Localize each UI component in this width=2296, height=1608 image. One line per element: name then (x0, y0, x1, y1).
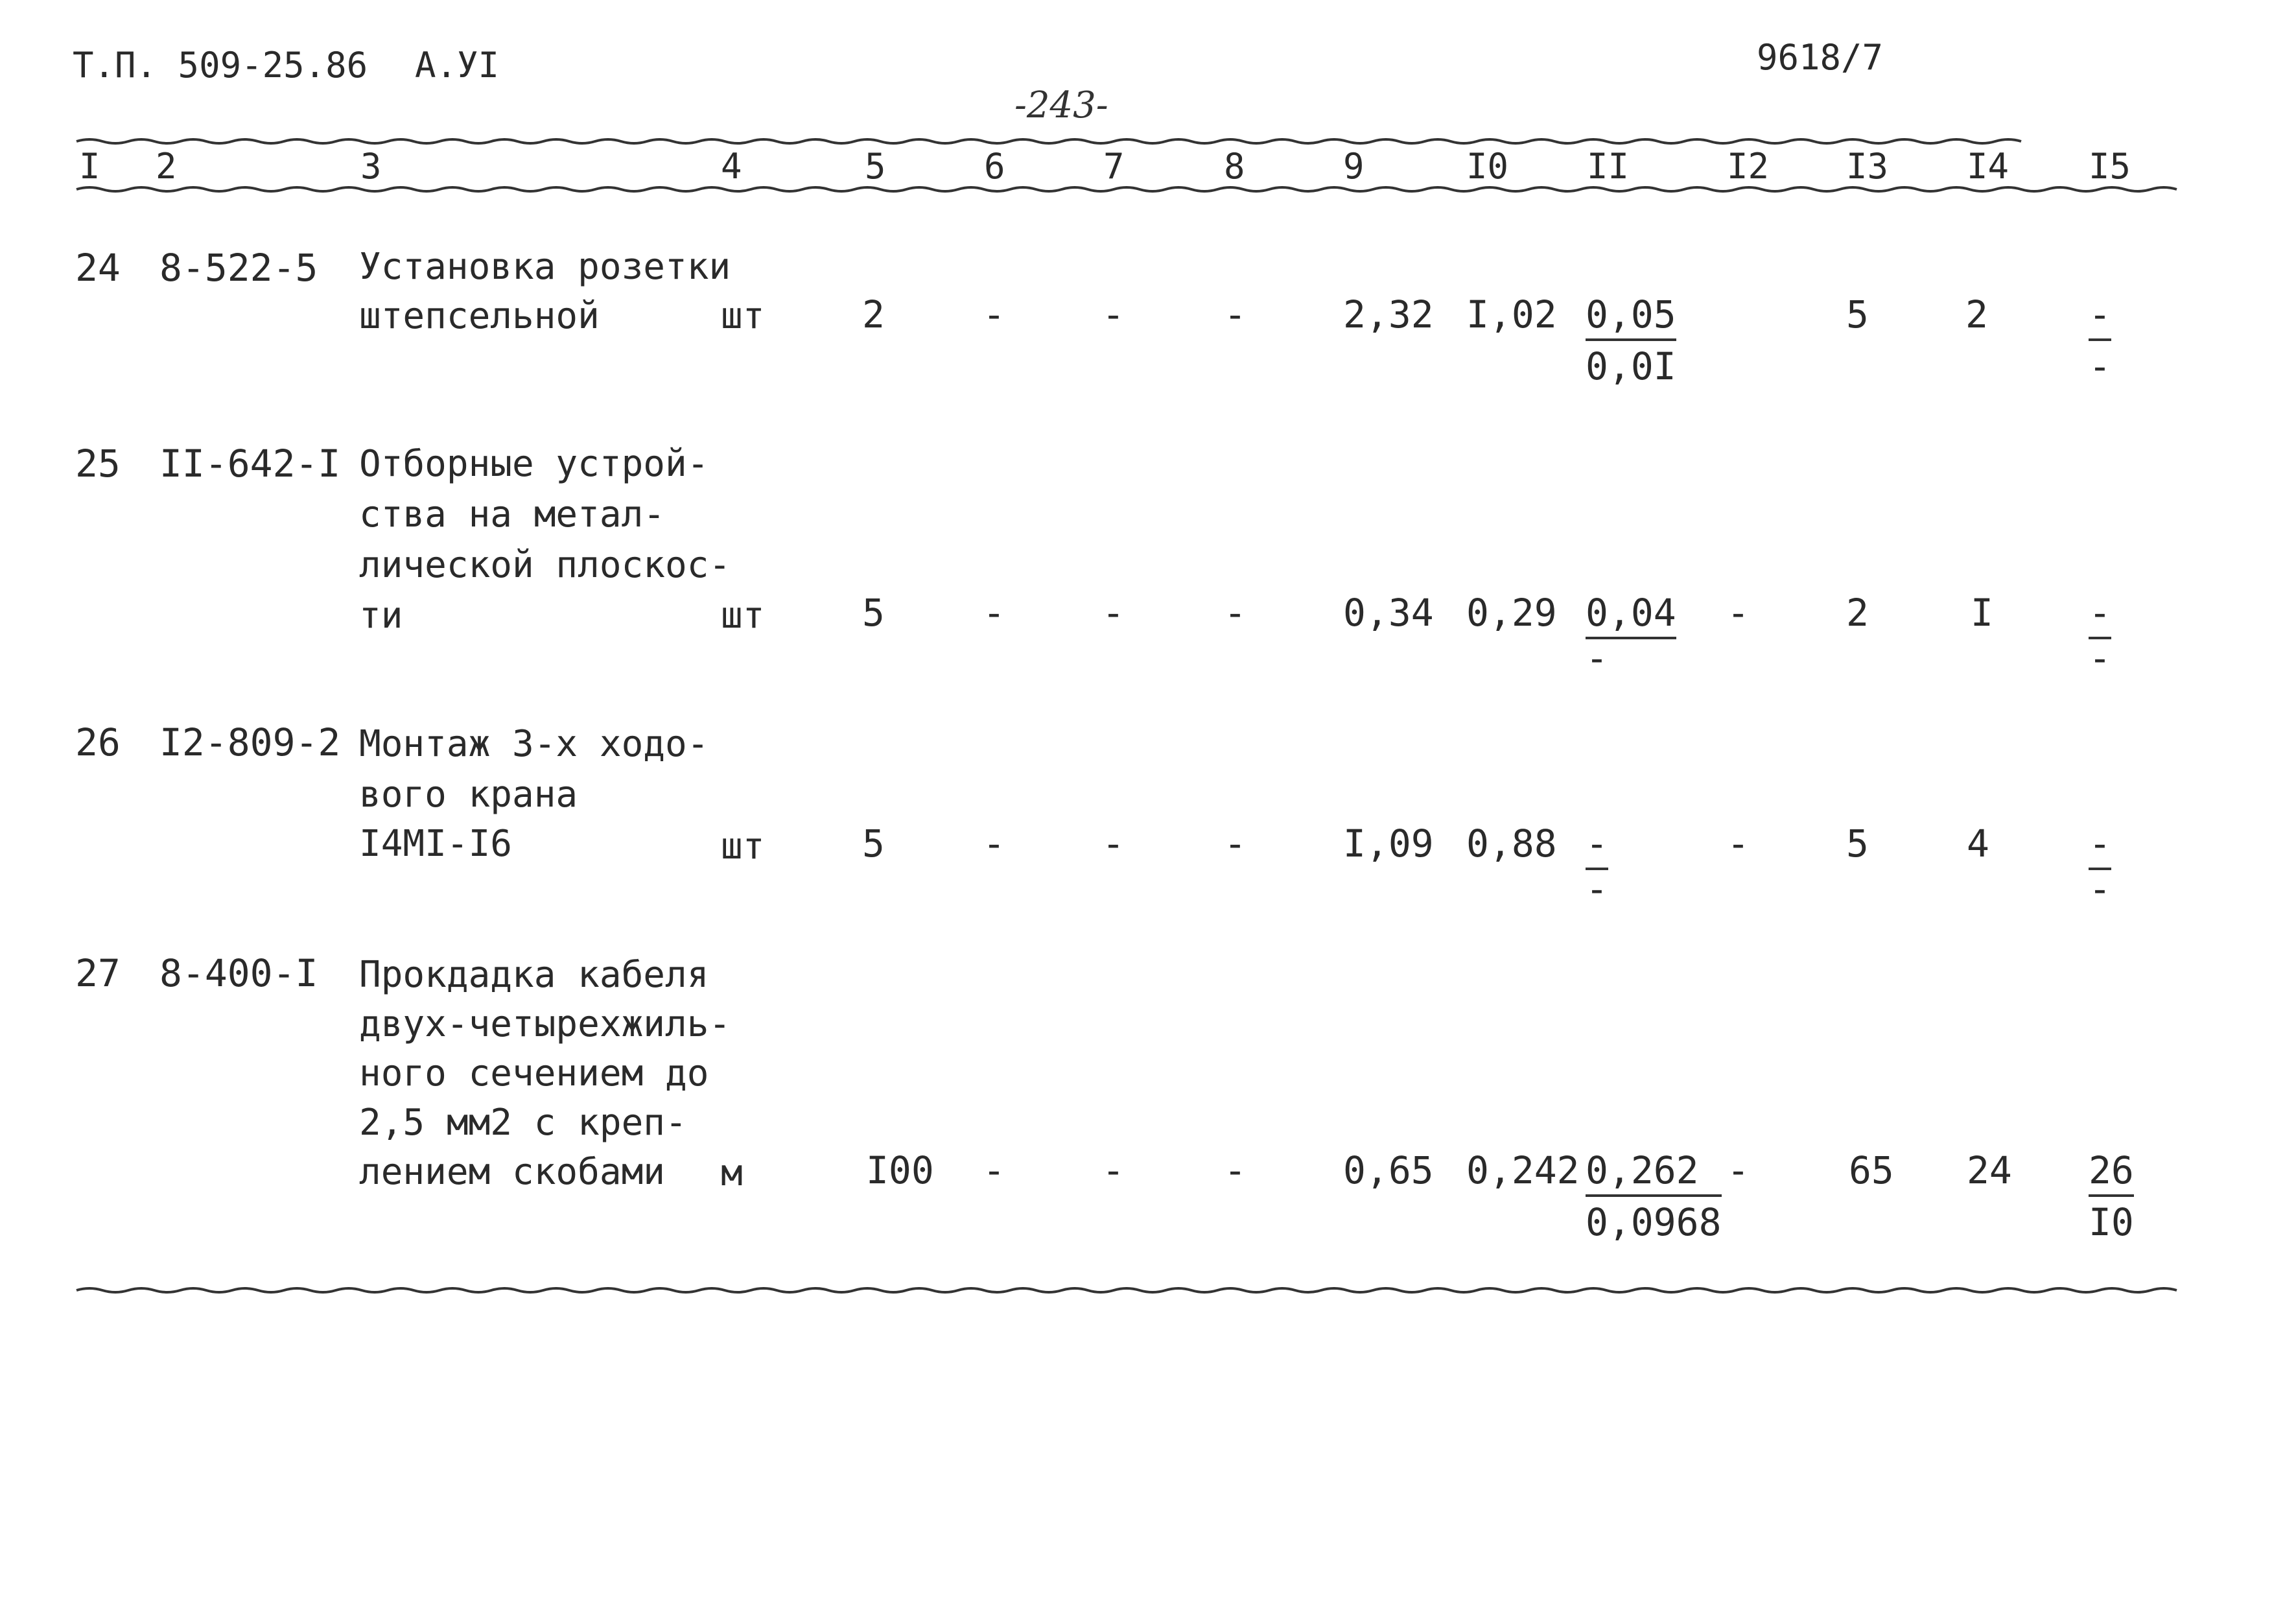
album-label: А.УI (415, 45, 500, 86)
work-name-line: Установка розетки (359, 246, 731, 288)
unit: шт (721, 825, 765, 868)
work-name-line: вого крана (359, 774, 578, 816)
col13-value: 5 (1846, 292, 1869, 337)
col15-top: 26 (2089, 1152, 2134, 1197)
col9-value: 0,65 (1343, 1148, 1434, 1192)
col7-value: - (1102, 822, 1125, 866)
col15-fraction (2089, 822, 2111, 911)
quantity: 5 (862, 822, 885, 866)
column-header: 5 (865, 146, 886, 187)
col15-top: - (2089, 594, 2111, 639)
col11-fraction (1586, 1148, 1722, 1244)
col9-value: I,09 (1343, 822, 1434, 866)
unit: шт (721, 595, 765, 637)
col15-bottom: - (2089, 344, 2111, 388)
work-name-line: двух-четырехжиль- (359, 1003, 731, 1045)
col13-value: 5 (1846, 822, 1869, 866)
col14-value: 4 (1967, 822, 1989, 866)
col10-value: 0,29 (1466, 591, 1557, 635)
col11-top: 0,262 (1586, 1152, 1722, 1197)
norm-code: 8-400-I (159, 951, 318, 995)
col8-value: - (1224, 822, 1247, 866)
quantity: I00 (866, 1148, 934, 1192)
row-number: 25 (75, 442, 121, 486)
column-header: 8 (1224, 146, 1245, 187)
col11-fraction (1586, 591, 1676, 680)
col11-top: 0,04 (1586, 594, 1676, 639)
col12-value: - (1727, 591, 1750, 635)
col12-value: - (1727, 822, 1750, 866)
col13-value: 2 (1846, 591, 1869, 635)
column-header: 4 (721, 146, 742, 187)
quantity: 2 (862, 292, 885, 337)
column-header: 6 (984, 146, 1005, 187)
row-number: 27 (75, 951, 121, 995)
col12-value: - (1727, 1148, 1750, 1192)
row-number: 24 (75, 246, 121, 290)
unit: м (721, 1152, 743, 1194)
col6-value: - (983, 292, 1005, 337)
col11-bottom: - (1586, 867, 1608, 911)
col8-value: - (1224, 591, 1247, 635)
col11-fraction (1586, 822, 1608, 911)
col7-value: - (1102, 292, 1125, 337)
header-top-rule (76, 139, 2021, 143)
column-header: 3 (360, 146, 382, 187)
column-header: I3 (1846, 146, 1889, 187)
col13-value: 65 (1849, 1148, 1894, 1192)
document-code: Т.П. 509-25.86 (73, 45, 368, 86)
col11-bottom: - (1586, 636, 1608, 680)
col6-value: - (983, 822, 1005, 866)
sheet-number: 9618/7 (1757, 37, 1884, 78)
work-name-line: I4MI-I6 (359, 823, 513, 865)
col11-fraction (1586, 292, 1676, 388)
column-header: I2 (1727, 146, 1770, 187)
col15-fraction (2089, 591, 2111, 680)
col6-value: - (983, 591, 1005, 635)
work-name-line: 2,5 мм2 с креп- (359, 1102, 687, 1144)
row-number: 26 (75, 720, 121, 764)
col11-bottom: 0,0I (1586, 344, 1676, 388)
work-name-line: Прокдадка кабеля (359, 954, 709, 996)
column-header: 2 (156, 146, 177, 187)
column-header: 7 (1103, 146, 1125, 187)
page-number: -243- (1014, 84, 1108, 126)
work-name-line: Отборные устрой- (359, 443, 709, 485)
col10-value: I,02 (1466, 292, 1557, 337)
work-name-line: штепсельной (359, 295, 600, 337)
col8-value: - (1224, 1148, 1247, 1192)
col10-value: 0,242 (1466, 1148, 1580, 1192)
col14-value: I (1971, 591, 1993, 635)
norm-code: II-642-I (159, 442, 341, 486)
col9-value: 2,32 (1343, 292, 1434, 337)
col15-top: - (2089, 296, 2111, 341)
column-header: I (79, 146, 100, 187)
col7-value: - (1102, 1148, 1125, 1192)
column-header: 9 (1343, 146, 1365, 187)
col9-value: 0,34 (1343, 591, 1434, 635)
col14-value: 24 (1967, 1148, 2012, 1192)
col15-fraction (2089, 292, 2111, 388)
norm-code: 8-522-5 (159, 246, 318, 290)
quantity: 5 (862, 591, 885, 635)
col8-value: - (1224, 292, 1247, 337)
col14-value: 2 (1965, 292, 1988, 337)
work-name-line: лической плоскос- (359, 544, 731, 586)
col15-fraction (2089, 1148, 2134, 1244)
col11-bottom: 0,0968 (1586, 1200, 1722, 1244)
column-header: I5 (2089, 146, 2131, 187)
work-name-line: ти (359, 595, 403, 637)
unit: шт (721, 295, 765, 337)
col7-value: - (1102, 591, 1125, 635)
col6-value: - (983, 1148, 1005, 1192)
col15-bottom: - (2089, 636, 2111, 680)
col15-top: - (2089, 825, 2111, 870)
col11-top: - (1586, 825, 1608, 870)
header-bottom-rule (76, 187, 2177, 191)
col15-bottom: I0 (2089, 1200, 2134, 1244)
col10-value: 0,88 (1466, 822, 1557, 866)
table-bottom-rule (76, 1288, 2177, 1292)
column-header: I4 (1967, 146, 2009, 187)
work-name-line: Монтаж 3-х ходо- (359, 723, 709, 765)
norm-code: I2-809-2 (159, 720, 341, 764)
work-name-line: ства на метал- (359, 493, 666, 536)
work-name-line: ного сечением до (359, 1052, 709, 1094)
column-header: II (1587, 146, 1630, 187)
work-name-line: лением скобами (359, 1151, 666, 1193)
column-header: I0 (1466, 146, 1509, 187)
col11-top: 0,05 (1586, 296, 1676, 341)
col15-bottom: - (2089, 867, 2111, 911)
